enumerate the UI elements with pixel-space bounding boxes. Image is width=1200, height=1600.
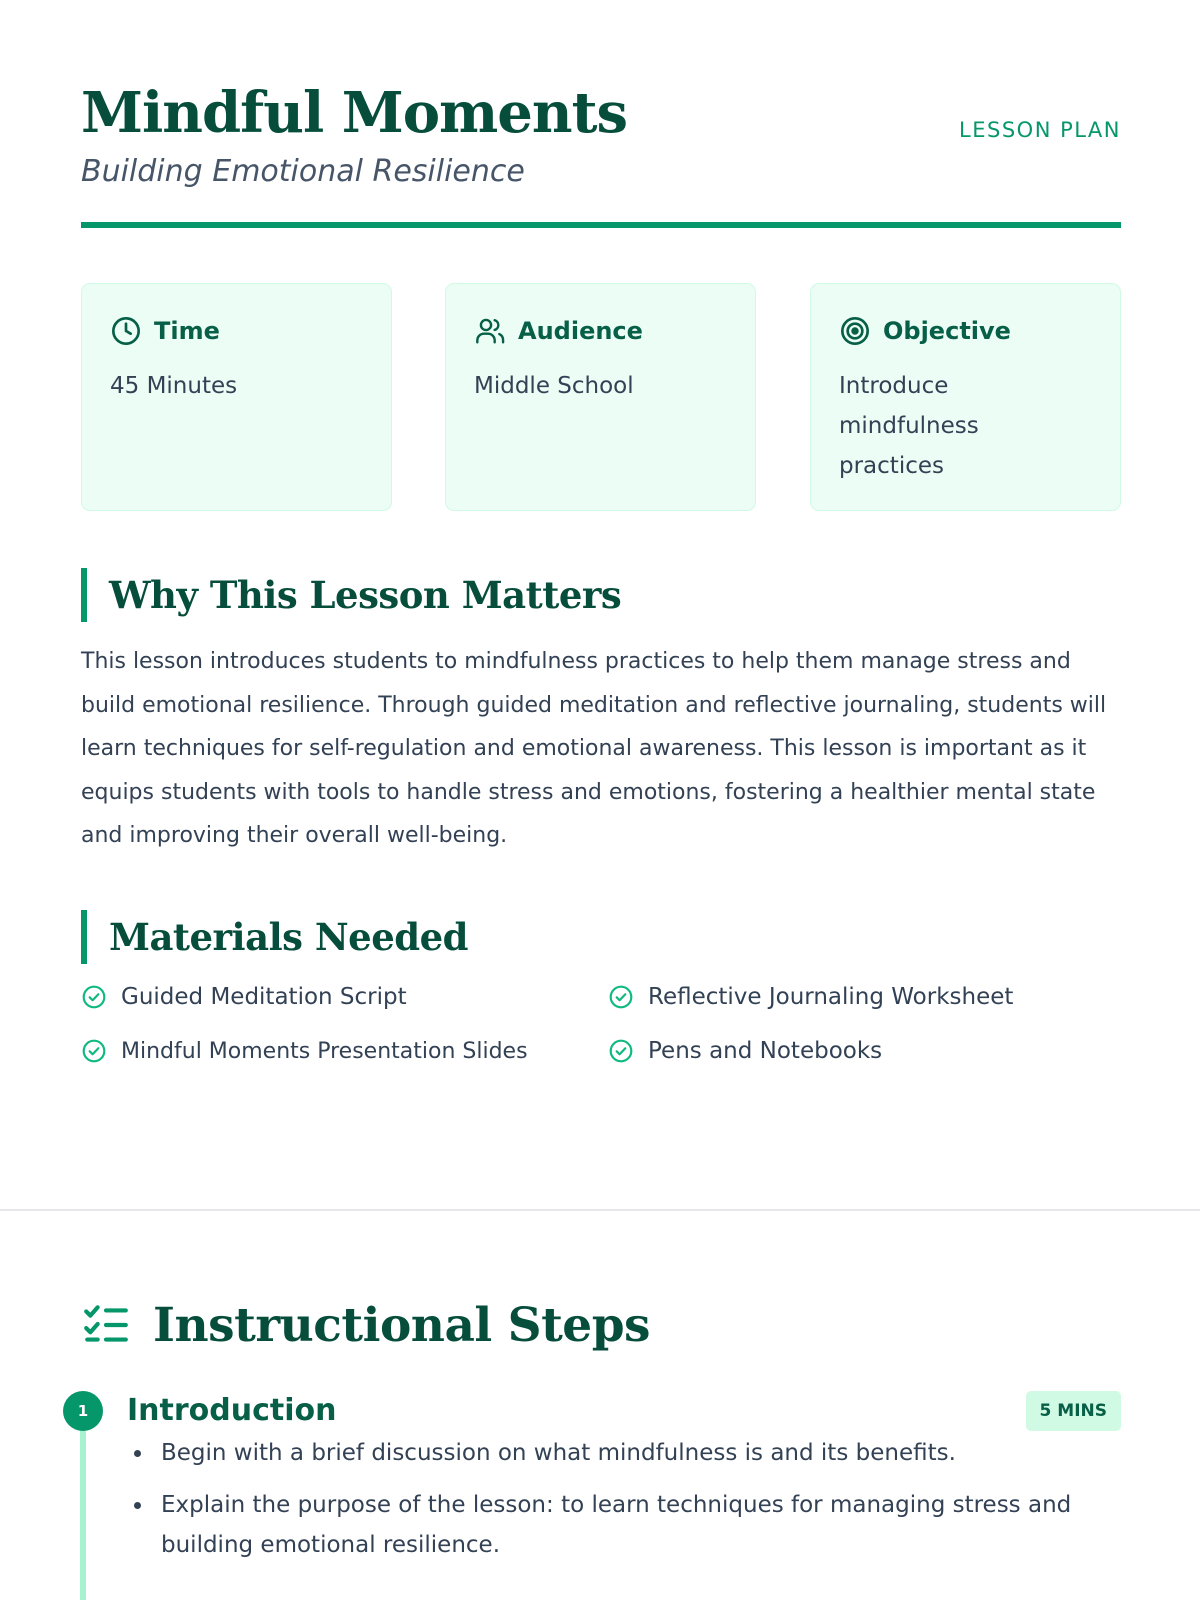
section-title: Materials Needed — [109, 915, 469, 959]
material-label: Mindful Moments Presentation Slides — [121, 1038, 528, 1064]
info-cards — [81, 283, 1121, 511]
steps-title: Instructional Steps — [153, 1297, 651, 1353]
bullet-dot — [134, 1502, 141, 1509]
page-subtitle: Building Emotional Resilience — [81, 154, 525, 189]
steps-heading — [81, 1290, 650, 1360]
check-circle-icon — [81, 1038, 107, 1064]
check-circle-icon — [608, 984, 634, 1010]
section-accent-bar — [81, 568, 87, 622]
list-item — [161, 1433, 1121, 1473]
step-duration-badge: 5 MINS — [1026, 1391, 1121, 1431]
step-timeline-line — [80, 1411, 86, 1600]
list-item — [81, 1035, 528, 1067]
card-value: Middle School — [474, 373, 634, 399]
list-item — [608, 1035, 882, 1067]
users-icon — [474, 315, 506, 347]
card-value: Introduce mindfulness practices — [839, 373, 979, 479]
material-label: Pens and Notebooks — [648, 1038, 883, 1064]
check-circle-icon — [81, 984, 107, 1010]
step-item — [63, 1391, 1121, 1600]
clock-icon — [110, 315, 142, 347]
section-title: Why This Lesson Matters — [109, 573, 622, 617]
bullet-text: Explain the purpose of the lesson: to learn techniques for managing stress and building emotional resilience. — [161, 1492, 1072, 1558]
card-objective — [810, 283, 1121, 511]
section-materials-heading — [81, 909, 468, 965]
section-why-heading — [81, 567, 621, 623]
bullet-text: Begin with a brief discussion on what mindfulness is and its benefits. — [161, 1440, 956, 1466]
step-number-badge: 1 — [63, 1391, 103, 1431]
material-label: Guided Meditation Script — [121, 984, 407, 1010]
why-body-text: This lesson introduces students to mindfulness practices to help them manage stress and build emotional resilience. Through guided meditation and reflective journaling, students will learn techniques for self-regulation and emotional awareness. This lesson is important as it equips students with tools to handle stress and emotions, fostering a healthier mental state and improving their overall well-being. — [81, 649, 1107, 848]
list-item — [161, 1485, 1121, 1565]
card-value: 45 Minutes — [110, 373, 238, 399]
section-accent-bar — [81, 910, 87, 964]
step-bullet-list — [161, 1433, 1121, 1577]
list-item — [81, 981, 407, 1013]
card-label: Audience — [518, 317, 643, 345]
header — [81, 80, 1121, 228]
page-title: Mindful Moments — [81, 80, 628, 146]
card-audience — [445, 283, 756, 511]
list-item — [608, 981, 1013, 1013]
page-divider — [0, 1209, 1200, 1211]
header-divider — [81, 222, 1121, 228]
list-checks-icon — [81, 1300, 131, 1350]
step-title: Introduction — [127, 1393, 337, 1428]
document-type-label: LESSON PLAN — [959, 118, 1121, 142]
card-label: Objective — [883, 317, 1011, 345]
card-time — [81, 283, 392, 511]
card-label: Time — [154, 317, 220, 345]
material-label: Reflective Journaling Worksheet — [648, 984, 1014, 1010]
check-circle-icon — [608, 1038, 634, 1064]
target-icon — [839, 315, 871, 347]
bullet-dot — [134, 1450, 141, 1457]
